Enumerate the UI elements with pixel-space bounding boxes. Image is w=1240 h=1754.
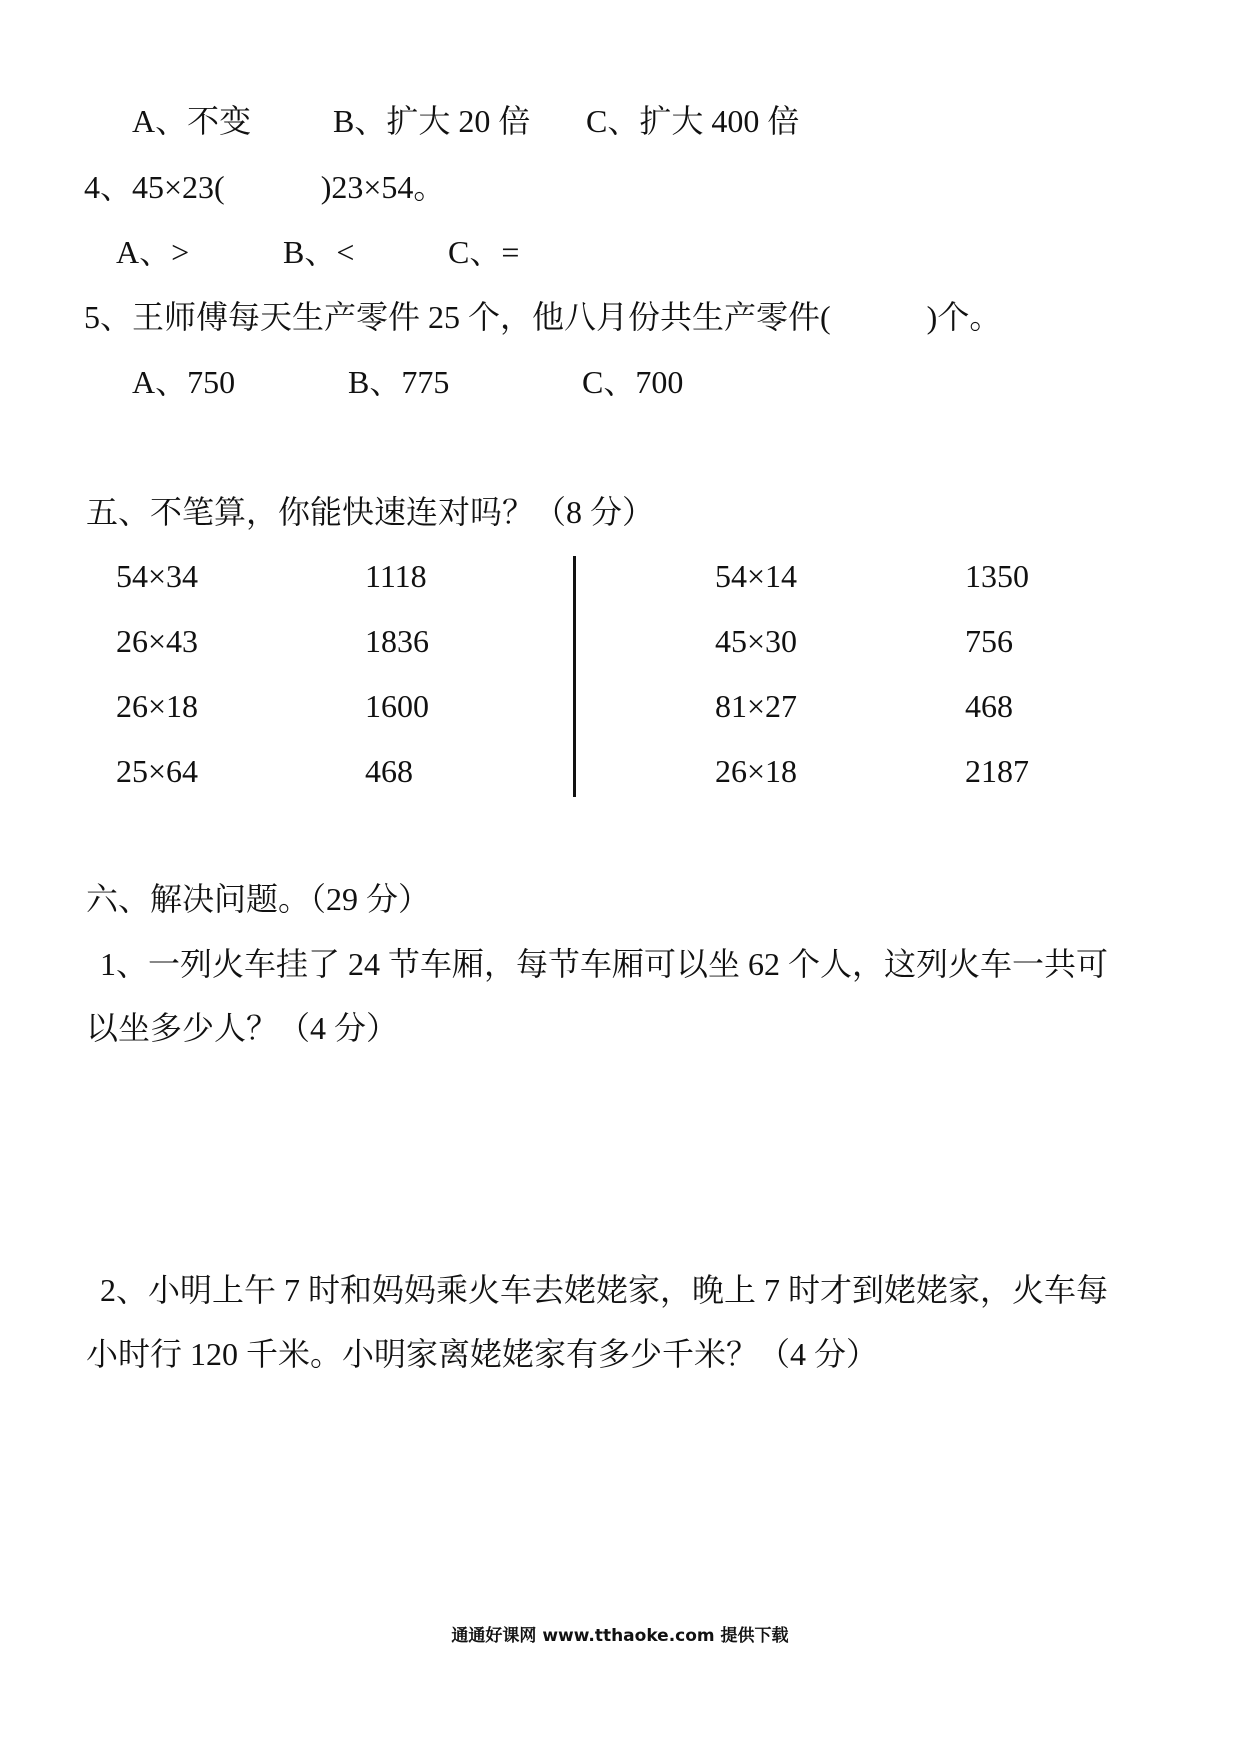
matching-left-result: 1836 xyxy=(365,623,429,659)
matching-right-result: 468 xyxy=(965,688,1013,724)
question3-option-b: B、扩大 20 倍 xyxy=(333,103,531,139)
matching-left-result: 1600 xyxy=(365,688,429,724)
matching-left-result: 468 xyxy=(365,753,413,789)
question4-stem xyxy=(84,167,445,207)
question5-option-a: A、750 xyxy=(132,364,236,400)
section5-title: 五、不笔算，你能快速连对吗？（8 分） xyxy=(86,494,655,530)
question4-text-before: 4、45×23( xyxy=(84,169,225,205)
matching-left-expr: 26×43 xyxy=(116,623,199,659)
section6-title: 六、解决问题。（29 分） xyxy=(86,881,431,917)
matching-right-result: 2187 xyxy=(965,753,1029,789)
page-footer: 通通好课网 www.tthaoke.com 提供下载 xyxy=(451,1626,789,1646)
matching-left-result: 1118 xyxy=(365,558,427,594)
question4-option-b: B、< xyxy=(283,234,355,270)
problem2-line2: 小时行 120 千米。小明家离姥姥家有多少千米？（4 分） xyxy=(86,1336,879,1372)
question3-option-a: A、不变 xyxy=(132,103,252,139)
question4-option-c: C、= xyxy=(448,234,520,270)
matching-right-expr: 81×27 xyxy=(715,688,798,724)
question5-option-b: B、775 xyxy=(348,364,450,400)
problem1-line1: 1、一列火车挂了 24 节车厢，每节车厢可以坐 62 个人，这列火车一共可 xyxy=(100,946,1109,982)
question3-option-c: C、扩大 400 倍 xyxy=(586,103,800,139)
matching-left-expr: 25×64 xyxy=(116,753,199,789)
problem2-line1: 2、小明上午 7 时和妈妈乘火车去姥姥家，晚上 7 时才到姥姥家，火车每 xyxy=(100,1272,1109,1308)
question5-stem xyxy=(84,297,1001,337)
matching-right-expr: 26×18 xyxy=(715,753,798,789)
question5-option-c: C、700 xyxy=(582,364,684,400)
matching-divider-line xyxy=(573,556,576,797)
question4-option-a: A、> xyxy=(116,234,190,270)
matching-right-result: 756 xyxy=(965,623,1013,659)
matching-right-expr: 54×14 xyxy=(715,558,798,594)
problem1-line2: 以坐多少人？（4 分） xyxy=(86,1010,399,1046)
question5-text-after: )个。 xyxy=(926,299,1002,335)
question5-text-before: 5、王师傅每天生产零件 25 个，他八月份共生产零件( xyxy=(84,299,831,335)
matching-left-expr: 54×34 xyxy=(116,558,199,594)
matching-right-result: 1350 xyxy=(965,558,1029,594)
question4-text-after: )23×54。 xyxy=(320,169,446,205)
matching-left-expr: 26×18 xyxy=(116,688,199,724)
matching-right-expr: 45×30 xyxy=(715,623,798,659)
